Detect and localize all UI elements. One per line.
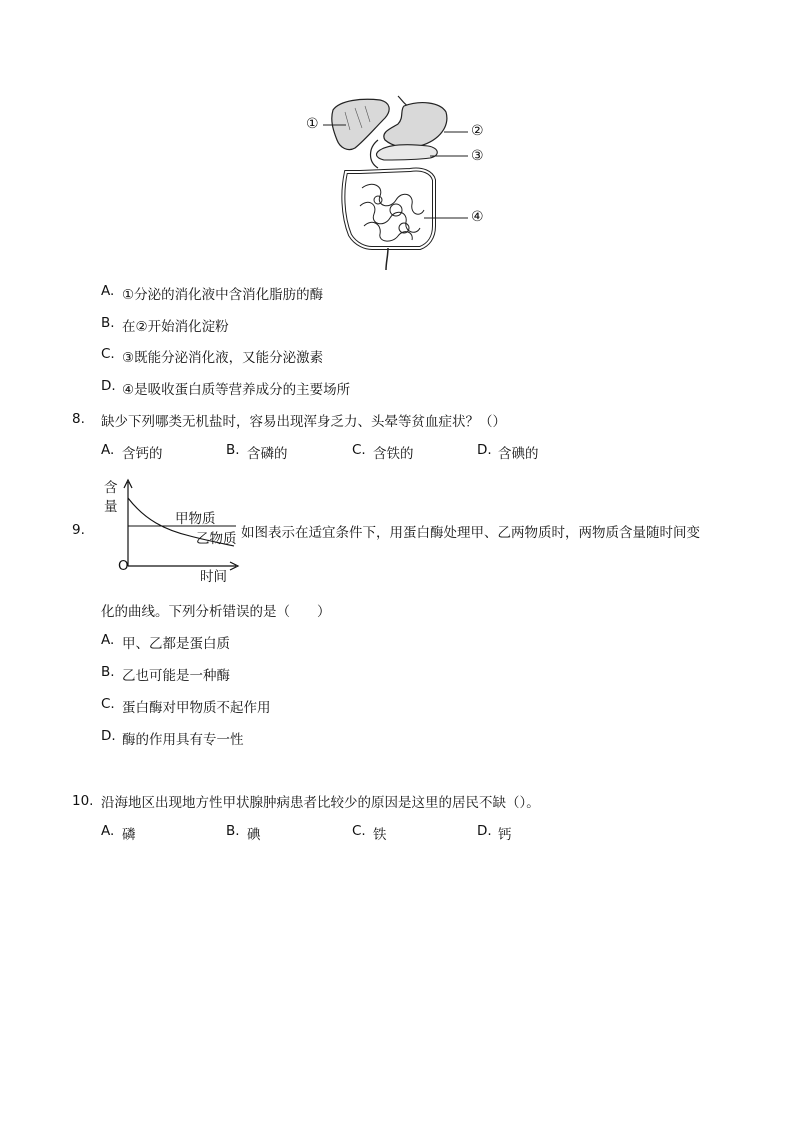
q9-number: 9. [72, 522, 85, 538]
graph-series-b-label: 乙物质 [196, 531, 237, 547]
graph-ylabel-2: 量 [104, 499, 118, 515]
q10-number: 10. [72, 793, 94, 809]
q9-stem-part2: 化的曲线。下列分析错误的是（ ） [101, 604, 331, 620]
option-text: 在②开始消化淀粉 [122, 319, 229, 335]
option-letter: B. [101, 315, 115, 331]
option-text: 含铁的 [373, 446, 414, 462]
option-letter: B. [226, 823, 240, 839]
option-text: 含磷的 [247, 446, 288, 462]
q8-number: 8. [72, 411, 85, 427]
option-text: 含碘的 [498, 446, 539, 462]
option-text: 钙 [498, 827, 512, 843]
option-text: ③既能分泌消化液，又能分泌激素 [122, 350, 324, 366]
figure-label-1: ① [306, 116, 319, 132]
option-text: 铁 [373, 827, 387, 843]
option-letter: B. [101, 664, 115, 680]
figure-label-3: ③ [471, 148, 484, 164]
option-text: 磷 [122, 827, 136, 843]
option-text: 蛋白酶对甲物质不起作用 [122, 700, 271, 716]
option-letter: D. [101, 378, 116, 394]
option-letter: A. [101, 442, 115, 458]
option-text: 碘 [247, 827, 261, 843]
q8-stem: 缺少下列哪类无机盐时，容易出现浑身乏力、头晕等贫血症状？（） [101, 414, 506, 430]
option-letter: C. [352, 442, 366, 458]
option-letter: C. [101, 346, 115, 362]
option-letter: D. [101, 728, 116, 744]
q10-stem: 沿海地区出现地方性甲状腺肿病患者比较少的原因是这里的居民不缺（）。 [101, 795, 540, 811]
option-letter: A. [101, 823, 115, 839]
option-text: 乙也可能是一种酶 [122, 668, 230, 684]
graph-xlabel: 时间 [200, 569, 227, 585]
graph-series-a-label: 甲物质 [175, 511, 216, 527]
q9-stem-part1: 如图表示在适宜条件下，用蛋白酶处理甲、乙两物质时，两物质含量随时间变 [241, 525, 700, 541]
option-letter: D. [477, 442, 492, 458]
option-letter: A. [101, 632, 115, 648]
option-text: 甲、乙都是蛋白质 [122, 636, 230, 652]
option-text: 酶的作用具有专一性 [122, 732, 244, 748]
graph-ylabel-1: 含 [104, 480, 118, 496]
option-letter: B. [226, 442, 240, 458]
option-letter: D. [477, 823, 492, 839]
option-letter: C. [101, 696, 115, 712]
option-text: ①分泌的消化液中含消化脂肪的酶 [122, 287, 324, 303]
graph-origin-label: O [118, 558, 129, 574]
option-text: ④是吸收蛋白质等营养成分的主要场所 [122, 382, 351, 398]
option-letter: C. [352, 823, 366, 839]
digestive-system-figure [300, 92, 500, 274]
option-letter: A. [101, 283, 115, 299]
figure-label-4: ④ [471, 209, 484, 225]
figure-label-2: ② [471, 123, 484, 139]
option-text: 含钙的 [122, 446, 163, 462]
